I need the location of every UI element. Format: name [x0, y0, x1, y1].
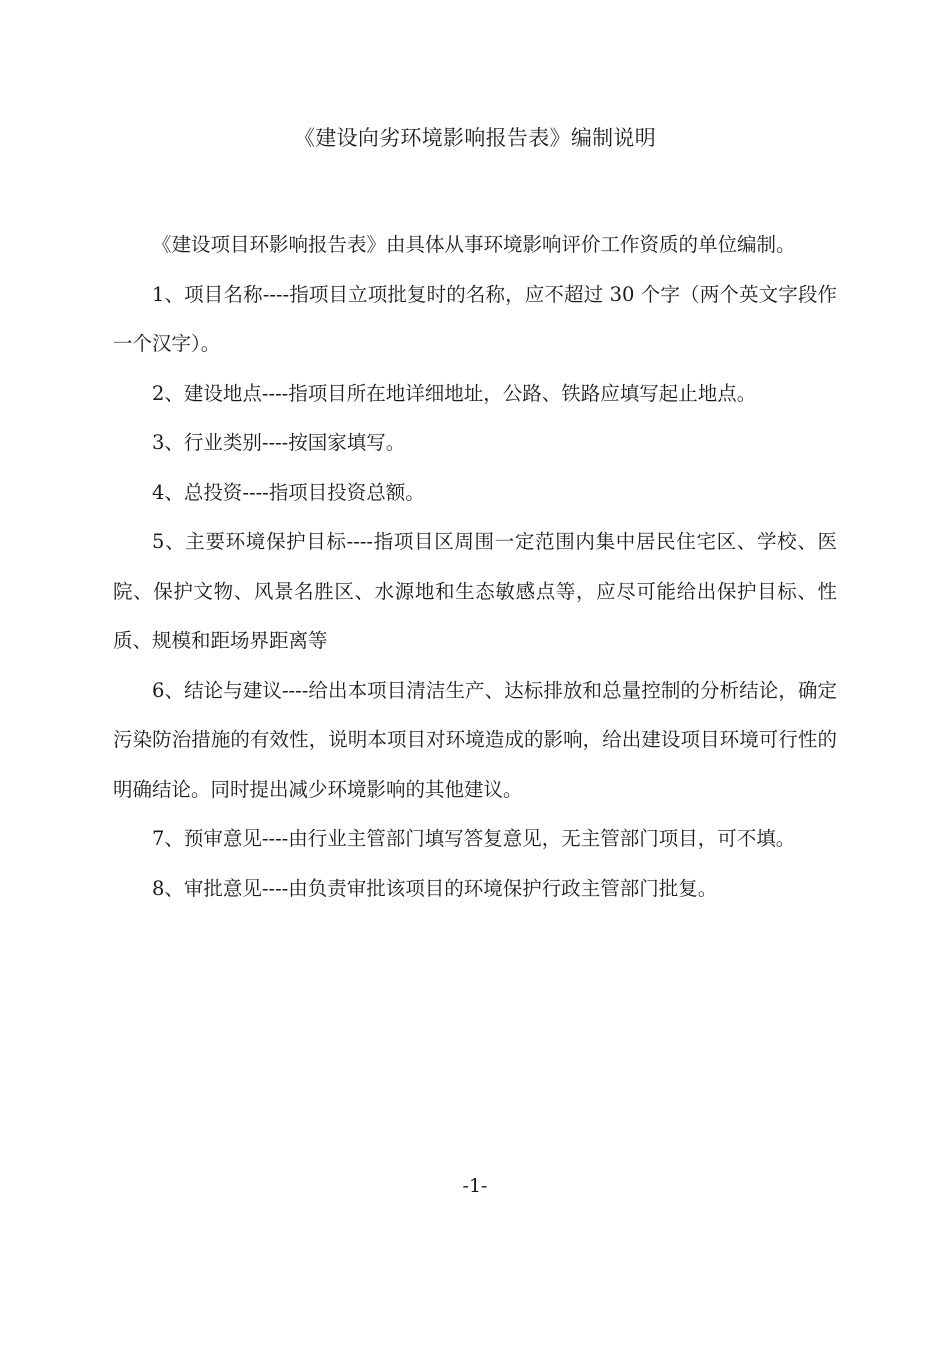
item-construction-site: 2、建设地点----指项目所在地详细地址，公路、铁路应填写起止地点。 — [152, 381, 757, 405]
item-project-name: 1、项目名称----指项目立项批复时的名称，应不超过 30 个字（两个英文字段作一个汉字）。 — [113, 282, 837, 355]
document-body — [113, 220, 837, 913]
item-preliminary-review: 7、预审意见----由行业主管部门填写答复意见，无主管部门项目，可不填。 — [152, 827, 796, 850]
item-conclusions: 6、结论与建议----给出本项目清洁生产、达标排放和总量控制的分析结论，确定污染防治措施的有效性，说明本项目对环境造成的影响，给出建设项目环境可行性的明确结论。同时提出减少环境影响的其他建议。 — [113, 678, 837, 801]
intro-paragraph: 《建设项目环影响报告表》由具体从事环境影响评价工作资质的单位编制。 — [152, 233, 796, 256]
item-protection-targets: 5、主要环境保护目标----指项目区周围一定范围内集中居民住宅区、学校、医院、保护文物、风景名胜区、水源地和生态敏感点等，应尽可能给出保护目标、性质、规模和距场界距离等 — [113, 530, 837, 652]
document-title: 《建设向劣环境影响报告表》编制说明 — [293, 126, 657, 150]
page-number: -1- — [462, 1175, 488, 1197]
item-total-investment: 4、总投资----指项目投资总额。 — [152, 480, 425, 504]
item-approval-opinion: 8、审批意见----由负责审批该项目的环境保护行政主管部门批复。 — [152, 876, 718, 900]
item-industry-category: 3、行业类别----按国家填写。 — [152, 431, 406, 454]
